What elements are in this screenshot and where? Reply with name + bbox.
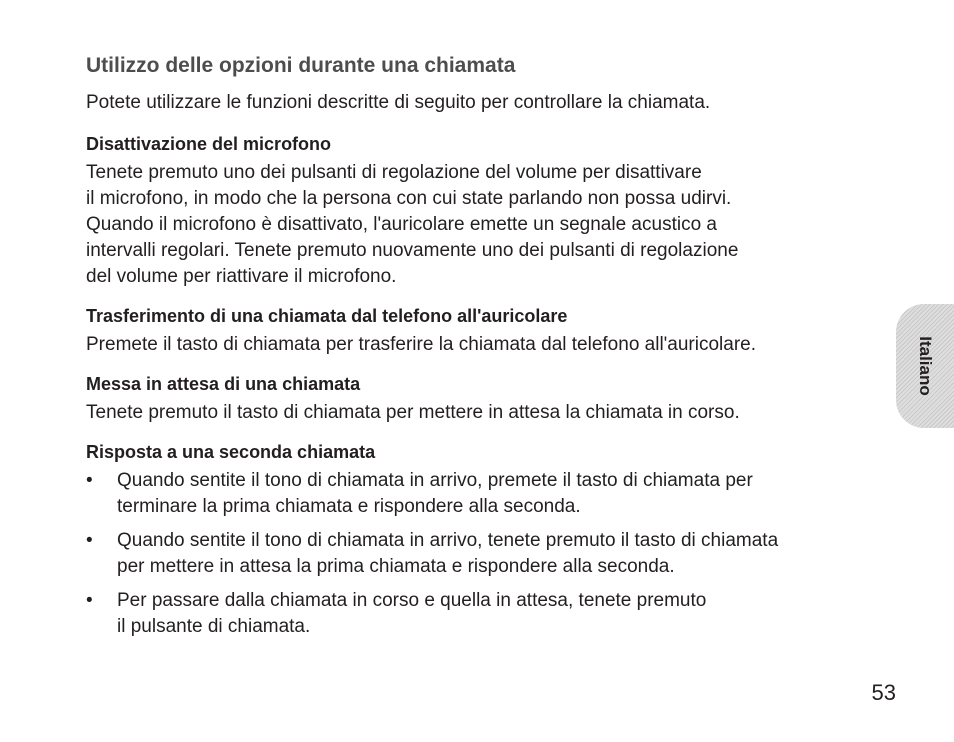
list-item bbox=[86, 528, 876, 580]
section-hold-call bbox=[86, 372, 876, 426]
text-line: il pulsante di chiamata. bbox=[117, 616, 311, 637]
intro-text: Potete utilizzare le funzioni descritte di seguito per controllare la chiamata. bbox=[86, 92, 711, 113]
text-line: per mettere in attesa la prima chiamata e rispondere alla seconda. bbox=[117, 556, 675, 577]
bullet-mark: • bbox=[86, 590, 93, 611]
section-title: Disattivazione del microfono bbox=[86, 134, 332, 154]
page-content bbox=[86, 52, 876, 654]
section-answer-second-call bbox=[86, 440, 876, 640]
text-line: il microfono, in modo che la persona con cui state parlando non possa udirvi. bbox=[86, 188, 732, 209]
text-line: Quando sentite il tono di chiamata in arrivo, premete il tasto di chiamata per bbox=[117, 470, 753, 491]
section-body bbox=[86, 332, 876, 358]
text-line: Tenete premuto uno dei pulsanti di regolazione del volume per disattivare bbox=[86, 162, 702, 183]
bullet-list bbox=[86, 468, 876, 640]
section-body bbox=[86, 160, 876, 290]
page-number: 53 bbox=[871, 680, 896, 705]
section-title: Trasferimento di una chiamata dal telefono all'auricolare bbox=[86, 306, 568, 326]
page-title: Utilizzo delle opzioni durante una chiamata bbox=[86, 54, 516, 77]
section-title: Messa in attesa di una chiamata bbox=[86, 374, 361, 394]
language-tab bbox=[896, 304, 954, 428]
bullet-mark: • bbox=[86, 470, 93, 491]
section-title: Risposta a una seconda chiamata bbox=[86, 442, 376, 462]
text-line: Premete il tasto di chiamata per trasferire la chiamata dal telefono all'auricolare. bbox=[86, 334, 757, 355]
text-line: Quando il microfono è disattivato, l'auricolare emette un segnale acustico a bbox=[86, 214, 717, 235]
text-line: del volume per riattivare il microfono. bbox=[86, 266, 397, 287]
text-line: Tenete premuto il tasto di chiamata per mettere in attesa la chiamata in corso. bbox=[86, 402, 740, 423]
list-item bbox=[86, 468, 876, 520]
text-line: Per passare dalla chiamata in corso e quella in attesa, tenete premuto bbox=[117, 590, 707, 611]
text-line: intervalli regolari. Tenete premuto nuovamente uno dei pulsanti di regolazione bbox=[86, 240, 739, 261]
section-mute-microphone bbox=[86, 132, 876, 290]
list-item bbox=[86, 588, 876, 640]
section-body bbox=[86, 400, 876, 426]
language-tab-label: Italiano bbox=[916, 336, 935, 396]
bullet-mark: • bbox=[86, 530, 93, 551]
text-line: Quando sentite il tono di chiamata in arrivo, tenete premuto il tasto di chiamata bbox=[117, 530, 779, 551]
text-line: terminare la prima chiamata e rispondere alla seconda. bbox=[117, 496, 581, 517]
section-transfer-call bbox=[86, 304, 876, 358]
